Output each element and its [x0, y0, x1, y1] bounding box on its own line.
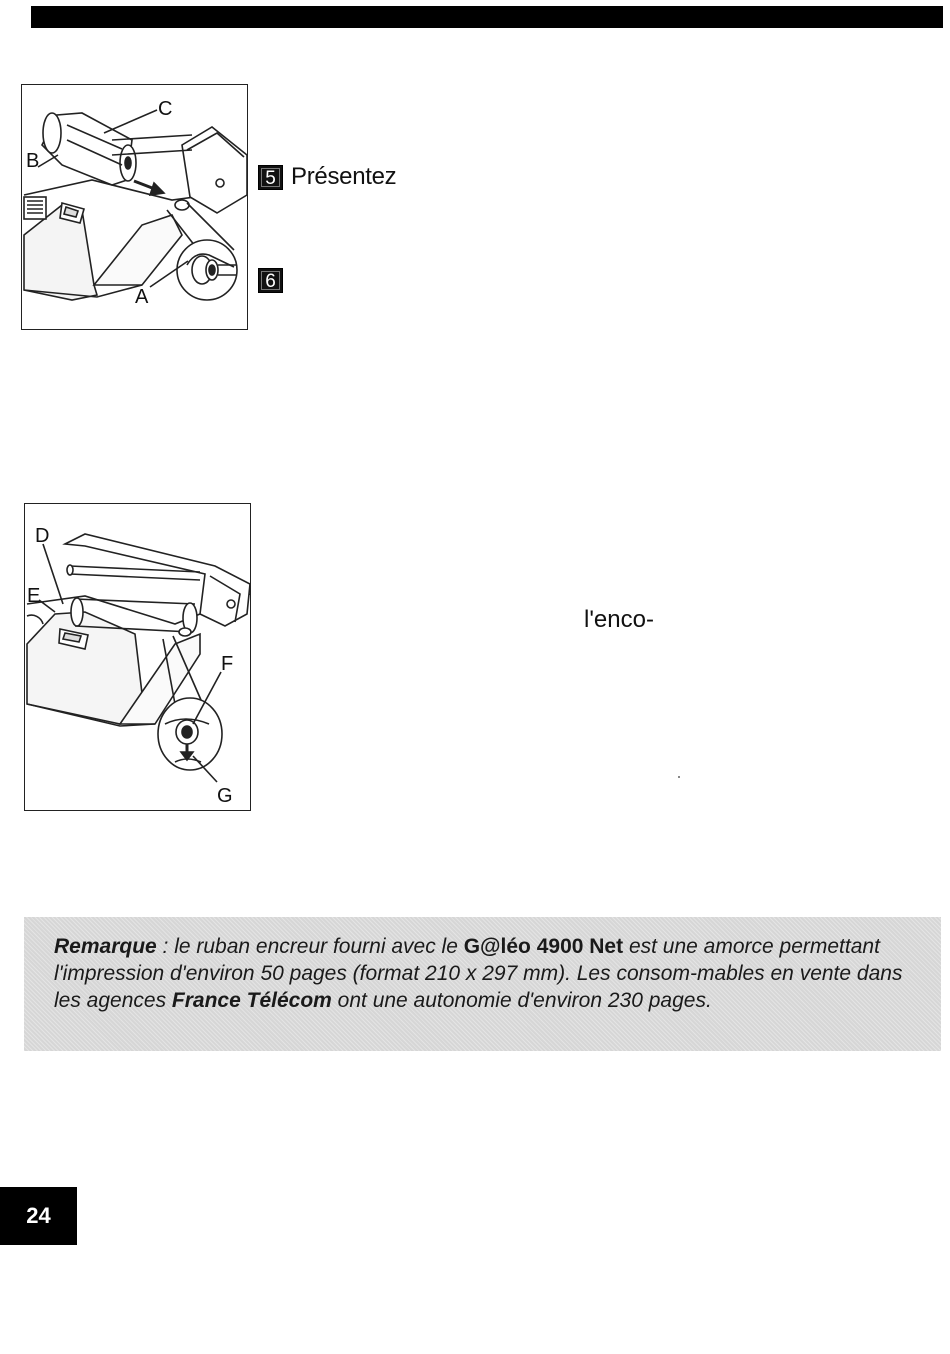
callout-b: B: [26, 150, 40, 172]
operator-name: France Télécom: [171, 989, 332, 1012]
step-number-badge: 6: [258, 268, 283, 293]
callout-g: G: [217, 785, 233, 807]
remark-lead: Remarque: [54, 935, 157, 958]
hyphenated-word-fragment: l'enco-: [584, 606, 654, 633]
illustration-ribbon-tension: [24, 503, 251, 811]
step-number-badge: 5: [258, 165, 283, 190]
remark-text-3: ont une autonomie d'environ 230 pages.: [331, 989, 712, 1012]
remark-text-1: : le ruban encreur fourni avec le: [156, 935, 464, 958]
remark-text-2: est une amorce permettant l'impression d'environ 50 pages (format 210 x 297 mm). Les consom-mables en vente dans les agences: [54, 935, 903, 1012]
scan-speck: [678, 776, 680, 778]
callout-d: D: [35, 525, 50, 547]
callout-f: F: [221, 653, 234, 675]
product-name: G@léo 4900 Net: [463, 935, 624, 958]
callout-e: E: [27, 585, 41, 607]
illustration-ribbon-insert: [21, 84, 248, 330]
callout-a: A: [135, 286, 149, 308]
header-rule: [31, 6, 943, 28]
page-number: 24: [0, 1187, 77, 1245]
callout-c: C: [158, 98, 173, 120]
step-text: Présentez: [291, 163, 397, 190]
step-6: [258, 268, 291, 293]
step-5: [258, 163, 396, 191]
remark-box: [24, 917, 941, 1051]
